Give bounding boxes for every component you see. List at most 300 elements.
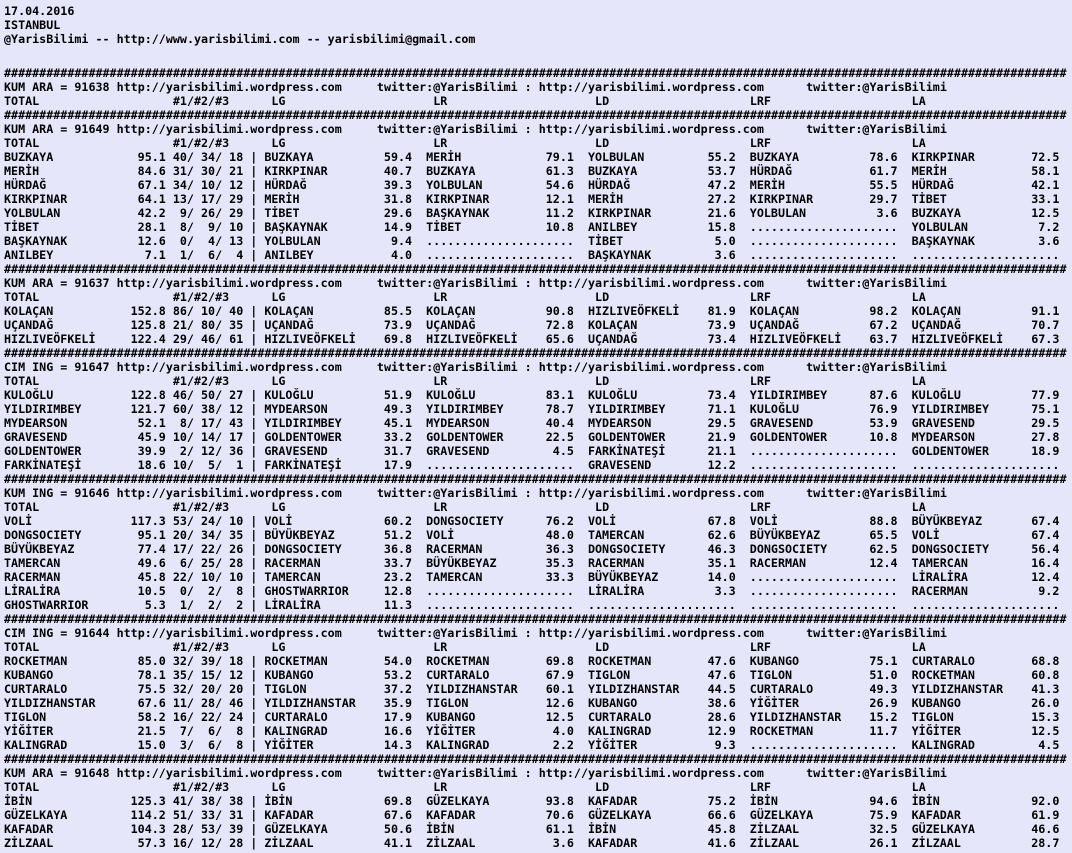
section-twitter: twitter:@YarisBilimi <box>806 276 947 290</box>
stat-horse-name: FARKİNATEŞİ <box>264 458 342 472</box>
stat-value: 53.7 <box>707 164 736 178</box>
stat-horse-name: YİĞİTER <box>749 696 800 710</box>
stat-horse-name: YILDIRIMBEY <box>264 416 342 430</box>
stat-horse-name: YILDIZHANSTAR <box>426 682 518 696</box>
column-header-lrf: LRF <box>749 780 771 794</box>
column-header-ld: LD <box>595 290 610 304</box>
place-counts: 8/ 9/ 10 <box>172 220 244 234</box>
column-header-ld: LD <box>595 780 610 794</box>
column-divider: | <box>250 598 258 612</box>
separator-line: ####################################################################################################################################################### <box>4 108 1067 122</box>
column-header-row <box>4 290 1072 304</box>
section-twitter: twitter:@YarisBilimi <box>376 80 518 94</box>
horse-name: KULOĞLU <box>4 388 54 402</box>
column-header-lg: LG <box>271 374 286 388</box>
place-counts: 13/ 17/ 29 <box>172 192 244 206</box>
stat-horse-name: KUBANGO <box>749 654 800 668</box>
horse-name: KOLAÇAN <box>4 304 54 318</box>
stat-value: 68.8 <box>1031 654 1060 668</box>
column-header-total: TOTAL <box>4 780 40 794</box>
stat-horse-name: GHOSTWARRIOR <box>264 584 349 598</box>
stat-horse-name: MERİH <box>911 164 947 178</box>
stat-value: 73.4 <box>707 388 736 402</box>
stat-horse-name: HÜRDAĞ <box>587 178 631 192</box>
stat-value: 77.9 <box>1031 388 1060 402</box>
stat-value: 69.8 <box>383 794 413 808</box>
stat-value: 60.2 <box>383 514 413 528</box>
section-url: http://yarisbilimi.wordpress.com <box>538 626 764 640</box>
horse-name: ROCKETMAN <box>4 654 68 668</box>
horse-name: BUZKAYA <box>4 150 54 164</box>
stat-value: 78.7 <box>545 402 574 416</box>
stat-value: 35.3 <box>545 556 574 570</box>
horse-name: GHOSTWARRIOR <box>4 598 89 612</box>
place-counts: 16/ 12/ 28 <box>172 836 244 850</box>
stat-value: 70.6 <box>545 808 574 822</box>
stat-horse-name: KOLAÇAN <box>264 304 314 318</box>
stat-horse-name: TİBET <box>426 220 462 234</box>
section-title: KUM ING = 91646 http://yarisbilimi.wordpress.com <box>4 486 342 500</box>
stat-value: 49.3 <box>869 682 898 696</box>
place-counts: 34/ 10/ 12 <box>172 178 244 192</box>
horse-name: ANILBEY <box>4 248 54 262</box>
empty-dots: ..................... <box>749 458 898 472</box>
empty-dots: ..................... <box>426 248 574 262</box>
stat-value: 76.9 <box>869 402 898 416</box>
stat-value: 88.8 <box>869 514 898 528</box>
stat-value: 37.2 <box>383 682 413 696</box>
stat-value: 4.5 <box>1038 738 1060 752</box>
stat-value: 3.6 <box>714 248 736 262</box>
stat-horse-name: TIGLON <box>264 682 307 696</box>
column-divider: | <box>250 430 258 444</box>
column-header-lrf: LRF <box>749 500 771 514</box>
separator-line: ####################################################################################################################################################### <box>4 262 1067 276</box>
stat-value: 35.9 <box>383 696 413 710</box>
stat-value: 10.8 <box>869 430 898 444</box>
column-divider: | <box>250 402 258 416</box>
stat-value: 29.5 <box>707 416 736 430</box>
total-value: 85.0 <box>137 654 166 668</box>
total-value: 52.1 <box>137 416 166 430</box>
separator-line: ####################################################################################################################################################### <box>4 472 1067 486</box>
stat-value: 58.1 <box>1031 164 1060 178</box>
stat-horse-name: RACERMAN <box>264 556 321 570</box>
stat-value: 61.3 <box>545 164 574 178</box>
place-counts: 21/ 80/ 35 <box>172 318 244 332</box>
stat-value: 12.4 <box>869 556 898 570</box>
stat-value: 4.0 <box>552 724 574 738</box>
stat-horse-name: GÜZELKAYA <box>911 822 975 836</box>
stat-horse-name: KULOĞLU <box>587 388 638 402</box>
horse-name: YOLBULAN <box>4 206 61 220</box>
horse-name: CURTARALO <box>4 682 68 696</box>
stat-value: 11.3 <box>383 598 413 612</box>
stat-value: 51.0 <box>869 668 898 682</box>
stat-value: 11.7 <box>869 724 898 738</box>
stat-value: 69.8 <box>383 332 413 346</box>
stat-horse-name: İBİN <box>911 794 940 808</box>
stat-value: 15.2 <box>869 710 898 724</box>
stat-value: 75.1 <box>1031 402 1060 416</box>
place-counts: 28/ 53/ 39 <box>172 822 244 836</box>
empty-dots: ..................... <box>426 234 574 248</box>
place-counts: 32/ 39/ 18 <box>172 654 244 668</box>
table-row <box>4 164 1072 178</box>
stat-horse-name: LİRALİRA <box>587 584 645 598</box>
stat-value: 33.2 <box>383 430 413 444</box>
table-row <box>4 668 1072 682</box>
stat-value: 12.5 <box>1031 724 1060 738</box>
stat-value: 72.8 <box>545 318 574 332</box>
table-row <box>4 696 1072 710</box>
stat-value: 32.5 <box>869 822 898 836</box>
stat-value: 98.2 <box>869 304 898 318</box>
total-value: 121.7 <box>130 402 166 416</box>
total-value: 122.8 <box>130 388 166 402</box>
column-divider: | <box>250 808 258 822</box>
column-header-123: #1/#2/#3 <box>172 290 230 304</box>
horse-name: KALINGRAD <box>4 738 68 752</box>
section-twitter: twitter:@YarisBilimi <box>376 276 518 290</box>
total-value: 7.1 <box>144 248 166 262</box>
horse-name: GOLDENTOWER <box>4 444 82 458</box>
section-joiner: : <box>517 486 539 500</box>
stat-value: 18.9 <box>1031 444 1060 458</box>
separator-line: ####################################################################################################################################################### <box>4 66 1067 80</box>
stat-horse-name: RACERMAN <box>749 556 807 570</box>
horse-name: FARKİNATEŞİ <box>4 458 82 472</box>
stat-value: 75.1 <box>869 654 898 668</box>
section-twitter: twitter:@YarisBilimi <box>376 486 518 500</box>
column-divider: | <box>250 794 258 808</box>
stat-horse-name: TİBET <box>911 192 947 206</box>
column-header-123: #1/#2/#3 <box>172 94 230 108</box>
stat-horse-name: YILDIZHANSTAR <box>264 696 356 710</box>
column-header-row <box>4 500 1072 514</box>
stat-value: 44.5 <box>707 682 736 696</box>
column-header-row <box>4 640 1072 654</box>
section-url: http://yarisbilimi.wordpress.com <box>538 80 764 94</box>
table-row <box>4 808 1072 822</box>
stat-value: 66.6 <box>707 808 736 822</box>
total-value: 152.8 <box>130 304 166 318</box>
total-value: 114.2 <box>130 808 166 822</box>
stat-value: 5.0 <box>714 234 736 248</box>
stat-horse-name: YOLBULAN <box>264 234 321 248</box>
report-contact: @YarisBilimi -- http://www.yarisbilimi.com -- yarisbilimi@gmail.com <box>4 32 476 46</box>
stat-value: 61.1 <box>545 822 574 836</box>
horse-name: KUBANGO <box>4 668 54 682</box>
stat-horse-name: MERİH <box>587 192 624 206</box>
stat-horse-name: GOLDENTOWER <box>587 430 666 444</box>
stat-value: 4.0 <box>390 248 413 262</box>
stat-value: 31.7 <box>383 444 413 458</box>
table-row <box>4 710 1072 724</box>
stat-horse-name: ROCKETMAN <box>426 654 490 668</box>
column-header-la: LA <box>911 780 926 794</box>
stat-value: 7.2 <box>1038 220 1060 234</box>
stat-horse-name: TIGLON <box>911 710 954 724</box>
column-header-row <box>4 136 1072 150</box>
column-header-ld: LD <box>595 500 610 514</box>
total-value: 125.8 <box>130 318 166 332</box>
stat-value: 3.6 <box>876 206 898 220</box>
stat-value: 4.5 <box>552 444 574 458</box>
table-row <box>4 304 1072 318</box>
column-header-123: #1/#2/#3 <box>172 374 230 388</box>
stat-value: 55.5 <box>869 178 898 192</box>
stat-value: 67.4 <box>1031 514 1060 528</box>
column-header-total: TOTAL <box>4 136 40 150</box>
place-counts: 31/ 30/ 21 <box>172 164 244 178</box>
horse-name: BAŞKAYNAK <box>4 234 68 248</box>
column-header-lr: LR <box>433 94 448 108</box>
empty-dots: ..................... <box>426 458 574 472</box>
sections-container <box>4 66 1072 850</box>
stat-value: 62.6 <box>707 528 736 542</box>
stat-value: 41.1 <box>383 836 413 850</box>
total-value: 77.4 <box>137 542 166 556</box>
table-row <box>4 178 1072 192</box>
stat-horse-name: KIRKPINAR <box>587 206 652 220</box>
stat-value: 2.2 <box>552 738 574 752</box>
horse-name: RACERMAN <box>4 570 61 584</box>
stat-horse-name: UÇANDAĞ <box>264 318 314 332</box>
stat-value: 12.6 <box>545 696 574 710</box>
empty-dots: ..................... <box>749 248 898 262</box>
stat-value: 36.3 <box>545 542 574 556</box>
horse-name: DONGSOCIETY <box>4 528 82 542</box>
stat-horse-name: GOLDENTOWER <box>426 430 504 444</box>
stat-horse-name: CURTARALO <box>749 682 814 696</box>
stat-value: 60.1 <box>545 682 574 696</box>
section-header-row <box>4 80 1072 94</box>
stat-horse-name: YİĞİTER <box>587 738 638 752</box>
stat-value: 70.7 <box>1031 318 1060 332</box>
column-header-123: #1/#2/#3 <box>172 780 230 794</box>
stat-value: 12.5 <box>545 710 574 724</box>
stat-value: 56.4 <box>1031 542 1060 556</box>
stat-value: 29.6 <box>383 206 413 220</box>
section-twitter: twitter:@YarisBilimi <box>806 122 947 136</box>
stat-value: 12.5 <box>1031 206 1060 220</box>
stat-horse-name: LİRALİRA <box>911 570 968 584</box>
column-divider: | <box>250 318 258 332</box>
total-value: 95.1 <box>137 150 166 164</box>
total-value: 49.6 <box>137 556 166 570</box>
stat-value: 55.2 <box>707 150 736 164</box>
column-header-total: TOTAL <box>4 500 40 514</box>
stat-value: 22.5 <box>545 430 574 444</box>
column-divider: | <box>250 150 258 164</box>
column-divider: | <box>250 822 258 836</box>
section-twitter: twitter:@YarisBilimi <box>806 626 947 640</box>
stat-horse-name: GRAVESEND <box>749 416 814 430</box>
stat-horse-name: HIZLIVEÖFKELİ <box>426 332 518 346</box>
column-header-lr: LR <box>433 136 448 150</box>
stat-value: 91.1 <box>1031 304 1060 318</box>
stat-horse-name: HÜRDAĞ <box>264 178 307 192</box>
section-title: KUM ARA = 91649 http://yarisbilimi.wordpress.com <box>4 122 342 136</box>
stat-value: 16.6 <box>383 724 413 738</box>
section-header-row <box>4 626 1072 640</box>
stat-horse-name: DONGSOCIETY <box>911 542 990 556</box>
column-divider: | <box>250 192 258 206</box>
column-header-lrf: LRF <box>749 290 771 304</box>
total-value: 12.6 <box>137 234 166 248</box>
total-value: 21.5 <box>137 724 166 738</box>
stat-value: 35.1 <box>707 556 736 570</box>
section-joiner: : <box>517 122 539 136</box>
empty-dots: ..................... <box>911 598 1060 612</box>
stat-value: 31.8 <box>383 192 413 206</box>
table-row <box>4 570 1072 584</box>
stat-horse-name: GOLDENTOWER <box>749 430 828 444</box>
stat-horse-name: BUZKAYA <box>911 206 961 220</box>
stat-horse-name: UÇANDAĞ <box>426 318 476 332</box>
table-row <box>4 584 1072 598</box>
horse-name: BÜYÜKBEYAZ <box>4 542 75 556</box>
section-header-row <box>4 486 1072 500</box>
table-row <box>4 332 1072 346</box>
stat-value: 75.9 <box>869 808 898 822</box>
horse-name: TİBET <box>4 220 40 234</box>
column-divider: | <box>250 164 258 178</box>
place-counts: 3/ 6/ 8 <box>172 738 244 752</box>
stat-horse-name: KAFADAR <box>587 836 638 850</box>
horse-name: KIRKPINAR <box>4 192 68 206</box>
table-row <box>4 192 1072 206</box>
stat-value: 53.9 <box>869 416 898 430</box>
place-counts: 17/ 22/ 26 <box>172 542 244 556</box>
section-title: CIM ING = 91644 http://yarisbilimi.wordpress.com <box>4 626 342 640</box>
stat-horse-name: İBİN <box>264 794 293 808</box>
table-row <box>4 654 1072 668</box>
stat-horse-name: BÜYÜKBEYAZ <box>911 514 982 528</box>
stat-horse-name: KAFADAR <box>426 808 476 822</box>
horse-name: GÜZELKAYA <box>4 808 68 822</box>
stat-horse-name: YİĞİTER <box>911 724 961 738</box>
column-header-lrf: LRF <box>749 94 771 108</box>
place-counts: 51/ 33/ 31 <box>172 808 244 822</box>
section-twitter: twitter:@YarisBilimi <box>376 766 518 780</box>
table-row <box>4 822 1072 836</box>
column-divider: | <box>250 584 258 598</box>
stat-value: 15.3 <box>1031 710 1060 724</box>
stat-value: 67.9 <box>545 668 574 682</box>
stat-horse-name: ROCKETMAN <box>264 654 328 668</box>
stat-horse-name: KOLAÇAN <box>587 318 638 332</box>
section-joiner: : <box>517 276 539 290</box>
section-header-row <box>4 766 1072 780</box>
table-row <box>4 430 1072 444</box>
stat-value: 61.7 <box>869 164 898 178</box>
stat-horse-name: DONGSOCIETY <box>426 514 504 528</box>
stat-horse-name: BAŞKAYNAK <box>264 220 328 234</box>
stat-horse-name: İBİN <box>426 822 455 836</box>
stat-horse-name: ZİLZAAL <box>749 822 800 836</box>
column-header-la: LA <box>911 136 926 150</box>
column-header-la: LA <box>911 500 926 514</box>
stat-value: 26.1 <box>869 836 898 850</box>
column-divider: | <box>250 668 258 682</box>
stat-horse-name: MYDEARSON <box>911 430 975 444</box>
section-twitter: twitter:@YarisBilimi <box>376 122 518 136</box>
empty-dots: ..................... <box>426 584 574 598</box>
stat-value: 75.2 <box>707 794 736 808</box>
stat-value: 61.9 <box>1031 808 1060 822</box>
table-row <box>4 738 1072 752</box>
stat-horse-name: TIGLON <box>587 668 631 682</box>
stat-horse-name: LİRALİRA <box>264 598 321 612</box>
stat-horse-name: KAFADAR <box>911 808 961 822</box>
stat-horse-name: KAFADAR <box>587 794 638 808</box>
empty-dots: ..................... <box>911 458 1060 472</box>
stat-horse-name: YİĞİTER <box>264 738 314 752</box>
place-counts: 1/ 2/ 2 <box>172 598 244 612</box>
section-url: http://yarisbilimi.wordpress.com <box>538 276 764 290</box>
place-counts: 11/ 28/ 46 <box>172 696 244 710</box>
total-value: 45.9 <box>137 430 166 444</box>
stat-horse-name: BAŞKAYNAK <box>587 248 652 262</box>
stat-horse-name: KOLAÇAN <box>426 304 476 318</box>
stat-value: 29.7 <box>869 192 898 206</box>
stat-horse-name: ANILBEY <box>587 220 638 234</box>
stat-horse-name: GOLDENTOWER <box>264 430 342 444</box>
stat-horse-name: MYDEARSON <box>587 416 652 430</box>
stat-horse-name: GOLDENTOWER <box>911 444 990 458</box>
stat-value: 16.4 <box>1031 556 1060 570</box>
place-counts: 1/ 6/ 4 <box>172 248 244 262</box>
table-row <box>4 444 1072 458</box>
section-url: http://yarisbilimi.wordpress.com <box>538 122 764 136</box>
place-counts: 60/ 38/ 12 <box>172 402 244 416</box>
stat-horse-name: KALINGRAD <box>426 738 490 752</box>
stat-horse-name: İBİN <box>587 822 617 836</box>
table-row <box>4 234 1072 248</box>
table-row <box>4 416 1072 430</box>
total-value: 5.3 <box>144 598 166 612</box>
place-counts: 20/ 34/ 35 <box>172 528 244 542</box>
section-joiner: : <box>517 80 539 94</box>
stat-horse-name: RACERMAN <box>426 542 483 556</box>
section-header-row <box>4 276 1072 290</box>
empty-dots: ..................... <box>749 570 898 584</box>
total-value: 15.0 <box>137 738 166 752</box>
stat-horse-name: GÜZELKAYA <box>264 822 328 836</box>
stat-value: 15.8 <box>707 220 736 234</box>
stat-value: 73.9 <box>383 318 413 332</box>
stat-horse-name: KOLAÇAN <box>749 304 800 318</box>
horse-name: MERİH <box>4 164 40 178</box>
stat-horse-name: GÜZELKAYA <box>587 808 652 822</box>
stat-horse-name: YILDIZHANSTAR <box>749 710 842 724</box>
stat-horse-name: MYDEARSON <box>426 416 490 430</box>
stat-horse-name: ROCKETMAN <box>587 654 652 668</box>
total-value: 95.1 <box>137 528 166 542</box>
stat-horse-name: DONGSOCIETY <box>587 542 666 556</box>
column-header-ld: LD <box>595 374 610 388</box>
total-value: 18.6 <box>137 458 166 472</box>
stat-value: 73.9 <box>707 318 736 332</box>
stat-value: 60.8 <box>1031 668 1060 682</box>
stat-value: 69.8 <box>545 654 574 668</box>
empty-dots: ..................... <box>749 738 898 752</box>
stat-value: 46.3 <box>707 542 736 556</box>
stat-horse-name: DONGSOCIETY <box>264 542 342 556</box>
stat-value: 71.1 <box>707 402 736 416</box>
